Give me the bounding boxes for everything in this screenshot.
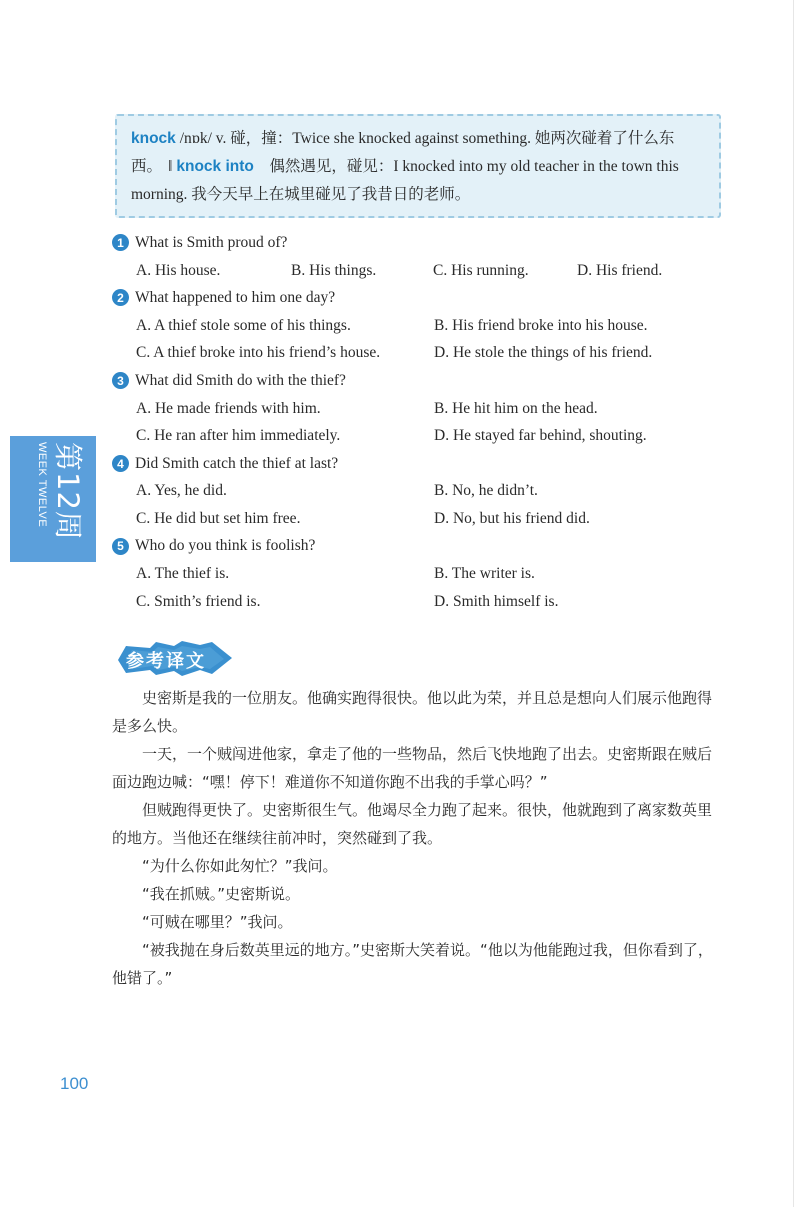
- option-c: C. His running.: [433, 261, 529, 279]
- question-text: What happened to him one day?: [135, 288, 336, 306]
- section-banner: [116, 640, 236, 678]
- options-row: [112, 257, 732, 285]
- section-title: 参考译文: [126, 651, 206, 672]
- question-1: [112, 229, 732, 257]
- option-a: A. He made friends with him.: [136, 399, 321, 417]
- week-label-cn: 第12周: [51, 442, 85, 541]
- options-row: [112, 477, 732, 505]
- question-2: [112, 284, 732, 312]
- option-c: C. He did but set him free.: [136, 509, 301, 527]
- option-d: D. His friend.: [577, 261, 663, 279]
- option-c: C. He ran after him immediately.: [136, 427, 341, 445]
- option-b: B. No, he didn’t.: [434, 482, 538, 500]
- option-a: A. The thief is.: [136, 565, 230, 583]
- question-number-badge: 3: [112, 372, 129, 389]
- options-row: [112, 339, 732, 367]
- option-b: B. His things.: [291, 261, 377, 279]
- translation-paragraph: “被我抛在身后数英里远的地方。”史密斯大笑着说。“他以为他能跑过我，但你看到了，他错了。”: [112, 941, 713, 987]
- question-text: Did Smith catch the thief at last?: [135, 454, 339, 472]
- question-4: [112, 450, 732, 478]
- week-label-en: WEEK TWELVE: [36, 442, 48, 528]
- option-b: B. His friend broke into his house.: [434, 316, 648, 334]
- options-row: [112, 560, 732, 588]
- translation-paragraph: “为什么你如此匆忙？”我问。: [142, 857, 338, 875]
- option-d: D. He stole the things of his friend.: [434, 344, 653, 362]
- page-edge: [793, 0, 794, 1207]
- translation-paragraph: “我在抓贼。”史密斯说。: [142, 885, 301, 903]
- translation-paragraph: “可贼在哪里？”我问。: [142, 913, 293, 931]
- options-row: [112, 588, 732, 616]
- question-number-badge: 2: [112, 289, 129, 306]
- option-b: B. He hit him on the head.: [434, 399, 598, 417]
- question-text: Who do you think is foolish?: [135, 537, 316, 555]
- question-list: [112, 229, 732, 615]
- option-d: D. He stayed far behind, shouting.: [434, 427, 647, 445]
- question-number-badge: 4: [112, 455, 129, 472]
- translation-paragraph: 一天，一个贼闯进他家，拿走了他的一些物品，然后飞快地跑了出去。史密斯跟在贼后面边跑边喊：“嘿！停下！难道你不知道你跑不出我的手掌心吗？”: [112, 745, 713, 791]
- vocabulary-box: [115, 114, 721, 218]
- option-a: A. Yes, he did.: [136, 482, 227, 500]
- options-row: [112, 505, 732, 533]
- question-text: What did Smith do with the thief?: [135, 371, 346, 389]
- translation-text: [112, 684, 724, 992]
- option-c: C. Smith’s friend is.: [136, 592, 261, 610]
- vocab-word-knock-into: knock into: [176, 158, 254, 175]
- translation-paragraph: 但贼跑得更快了。史密斯很生气。他竭尽全力跑了起来。很快，他就跑到了离家数英里的地方。当他还在继续往前冲时，突然碰到了我。: [112, 801, 713, 847]
- option-a: A. His house.: [136, 261, 221, 279]
- question-5: [112, 533, 732, 561]
- options-row: [112, 422, 732, 450]
- option-d: D. No, but his friend did.: [434, 509, 590, 527]
- option-c: C. A thief broke into his friend’s house.: [136, 344, 381, 362]
- vocab-definition-knock-into: 偶然遇见，碰见：I knocked into my old teacher in the town this morning. 我今天早上在城里碰见了我昔日的老师。: [131, 158, 679, 203]
- week-side-tab-content: [10, 436, 96, 562]
- option-a: A. A thief stole some of his things.: [136, 316, 351, 334]
- option-d: D. Smith himself is.: [434, 592, 559, 610]
- option-b: B. The writer is.: [434, 565, 535, 583]
- vocab-word-knock: knock: [131, 130, 176, 147]
- question-number-badge: 1: [112, 234, 129, 251]
- question-3: [112, 367, 732, 395]
- page-number: 100: [60, 1074, 89, 1093]
- week-side-tab: [10, 436, 96, 562]
- translation-paragraph: 史密斯是我的一位朋友。他确实跑得很快。他以此为荣，并且总是想向人们展示他跑得是多么快。: [112, 689, 713, 735]
- question-number-badge: 5: [112, 538, 129, 555]
- vocab-separator: ‖: [168, 158, 173, 175]
- question-text: What is Smith proud of?: [135, 233, 288, 251]
- options-row: [112, 312, 732, 340]
- options-row: [112, 395, 732, 423]
- vocab-definition-knock: /nɒk/ v. 碰，撞：Twice she knocked against something. 她两次碰着了什么东西。: [131, 130, 675, 175]
